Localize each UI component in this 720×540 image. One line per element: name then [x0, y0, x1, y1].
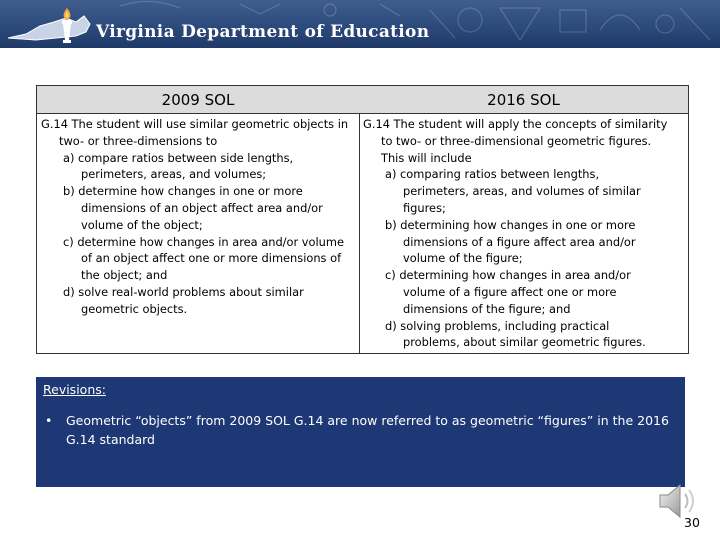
text-line: volume of the figure; — [403, 251, 523, 266]
sol-2016-column — [359, 86, 688, 353]
standard-item-d — [363, 318, 684, 352]
text-line: perimeters, areas, and volumes; — [81, 167, 267, 182]
sol-comparison-table — [36, 85, 689, 354]
sol-2009-column — [37, 86, 360, 353]
standard-statement — [363, 116, 684, 166]
torch-logo-icon — [52, 6, 82, 46]
text-line: geometric objects. — [81, 301, 188, 316]
text-line: b) determining how changes in one or more — [385, 217, 636, 232]
text-line: volume of the object; — [81, 217, 203, 232]
text-line: figures; — [403, 200, 446, 215]
sol-2009-heading: 2009 SOL — [37, 86, 359, 114]
text-line: to two- or three-dimensional geometric figures. — [381, 133, 652, 148]
text-line: This will include — [381, 150, 472, 165]
text-line: b) determine how changes in one or more — [63, 184, 303, 199]
standard-item-a — [363, 166, 684, 216]
standard-item-a — [41, 150, 355, 184]
text-line: perimeters, areas, and volumes of similar — [403, 184, 641, 199]
standard-item-b — [41, 183, 355, 233]
text-line: volume of a figure affect one or more — [403, 284, 617, 299]
revisions-title: Revisions: — [43, 382, 106, 397]
text-line: two- or three-dimensions to — [59, 133, 218, 148]
text-line: dimensions of a figure affect area and/or — [403, 234, 636, 249]
org-title: Virginia Department of Education — [96, 22, 430, 42]
sol-2009-text — [41, 116, 355, 318]
text-line: d) solve real-world problems about similar — [63, 284, 304, 299]
standard-item-c — [41, 234, 355, 284]
text-line: the object; and — [81, 268, 168, 283]
text-line: a) compare ratios between side lengths, — [63, 150, 294, 165]
page-number: 30 — [684, 515, 700, 530]
text-line: of an object affect one or more dimensions of — [81, 251, 342, 266]
text-line: dimensions of an object affect area and/or — [81, 200, 323, 215]
standard-item-c — [363, 267, 684, 317]
text-line: G.14 The student will apply the concepts of similarity — [363, 117, 668, 131]
sol-2016-text — [363, 116, 684, 351]
text-line: dimensions of the figure; and — [403, 301, 571, 316]
standard-item-d — [41, 284, 355, 318]
standard-item-b — [363, 217, 684, 267]
revisions-box — [36, 377, 685, 487]
bullet-icon: • — [45, 413, 53, 428]
text-line: d) solving problems, including practical — [385, 318, 610, 333]
text-line: c) determining how changes in area and/or — [385, 268, 631, 283]
text-line: G.14 The student will use similar geometric objects in — [41, 117, 349, 131]
header-banner — [0, 0, 720, 48]
text-line: a) comparing ratios between lengths, — [385, 167, 600, 182]
revisions-item: Geometric “objects” from 2009 SOL G.14 are now referred to as geometric “figures” in the 2016 G.14 standard — [66, 413, 669, 447]
sol-2016-heading: 2016 SOL — [359, 86, 688, 114]
standard-statement — [41, 116, 355, 150]
text-line: c) determine how changes in area and/or volume — [63, 234, 344, 249]
text-line: problems, about similar geometric figures. — [403, 335, 646, 350]
